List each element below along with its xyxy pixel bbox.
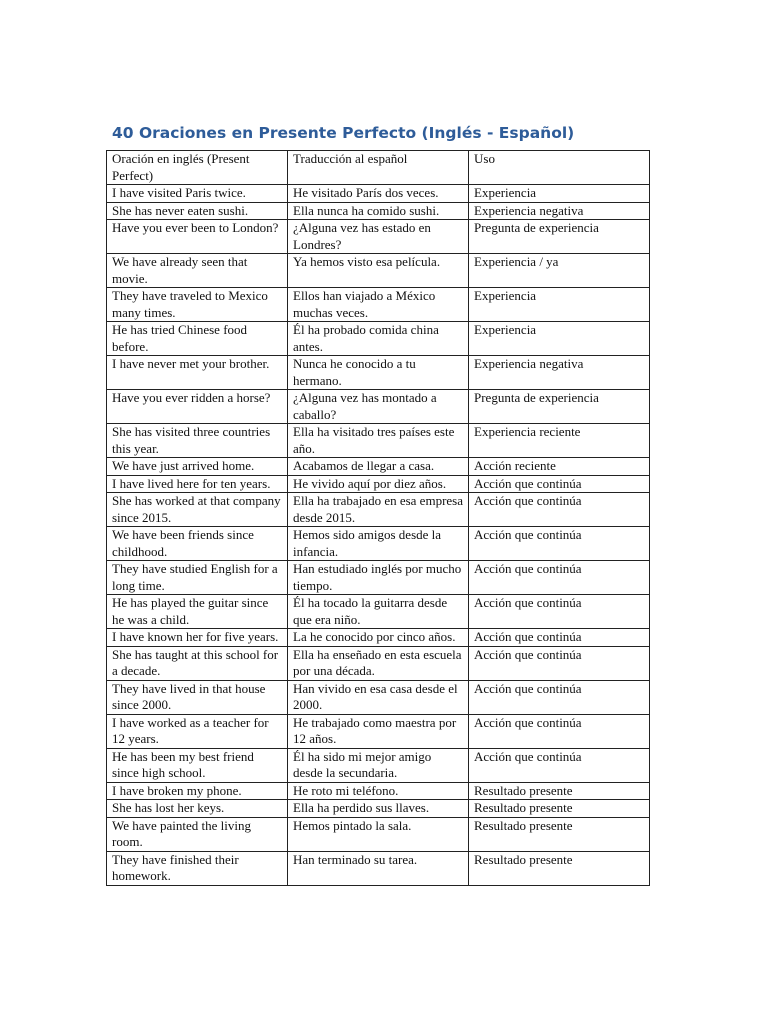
table-row: [107, 475, 650, 493]
spanish-cell: Han terminado su tarea.: [288, 851, 469, 885]
table-row: [107, 782, 650, 800]
usage-cell: Acción que continúa: [469, 475, 650, 493]
spanish-cell: Él ha tocado la guitarra desde que era niño.: [288, 595, 469, 629]
usage-cell: Resultado presente: [469, 817, 650, 851]
table-row: [107, 254, 650, 288]
table-row: [107, 561, 650, 595]
table-row: [107, 680, 650, 714]
english-cell: I have known her for five years.: [107, 629, 288, 647]
table-row: [107, 424, 650, 458]
usage-cell: Acción reciente: [469, 458, 650, 476]
english-cell: We have painted the living room.: [107, 817, 288, 851]
usage-cell: Pregunta de experiencia: [469, 220, 650, 254]
english-cell: We have already seen that movie.: [107, 254, 288, 288]
header-english: Oración en inglés (Present Perfect): [107, 151, 288, 185]
spanish-cell: Acabamos de llegar a casa.: [288, 458, 469, 476]
spanish-cell: Han vivido en esa casa desde el 2000.: [288, 680, 469, 714]
spanish-cell: He trabajado como maestra por 12 años.: [288, 714, 469, 748]
usage-cell: Acción que continúa: [469, 680, 650, 714]
table-body: [107, 151, 650, 886]
english-cell: We have just arrived home.: [107, 458, 288, 476]
table-row: [107, 646, 650, 680]
table-row: [107, 714, 650, 748]
english-cell: They have finished their homework.: [107, 851, 288, 885]
table-row: [107, 629, 650, 647]
usage-cell: Experiencia: [469, 322, 650, 356]
english-cell: I have broken my phone.: [107, 782, 288, 800]
english-cell: I have visited Paris twice.: [107, 185, 288, 203]
table-row: [107, 322, 650, 356]
english-cell: Have you ever been to London?: [107, 220, 288, 254]
usage-cell: Pregunta de experiencia: [469, 390, 650, 424]
table-row: [107, 493, 650, 527]
spanish-cell: ¿Alguna vez has estado en Londres?: [288, 220, 469, 254]
usage-cell: Acción que continúa: [469, 714, 650, 748]
spanish-cell: Ellos han viajado a México muchas veces.: [288, 288, 469, 322]
usage-cell: Experiencia negativa: [469, 356, 650, 390]
spanish-cell: He roto mi teléfono.: [288, 782, 469, 800]
english-cell: She has lost her keys.: [107, 800, 288, 818]
spanish-cell: Hemos pintado la sala.: [288, 817, 469, 851]
english-cell: I have lived here for ten years.: [107, 475, 288, 493]
usage-cell: Experiencia: [469, 288, 650, 322]
english-cell: Have you ever ridden a horse?: [107, 390, 288, 424]
table-row: [107, 220, 650, 254]
usage-cell: Acción que continúa: [469, 493, 650, 527]
spanish-cell: ¿Alguna vez has montado a caballo?: [288, 390, 469, 424]
english-cell: We have been friends since childhood.: [107, 527, 288, 561]
header-usage: Uso: [469, 151, 650, 185]
spanish-cell: Ya hemos visto esa película.: [288, 254, 469, 288]
spanish-cell: Él ha sido mi mejor amigo desde la secundaria.: [288, 748, 469, 782]
english-cell: They have lived in that house since 2000.: [107, 680, 288, 714]
usage-cell: Experiencia reciente: [469, 424, 650, 458]
spanish-cell: Nunca he conocido a tu hermano.: [288, 356, 469, 390]
usage-cell: Acción que continúa: [469, 595, 650, 629]
english-cell: She has worked at that company since 2015.: [107, 493, 288, 527]
table-row: [107, 288, 650, 322]
english-cell: She has never eaten sushi.: [107, 202, 288, 220]
english-cell: He has tried Chinese food before.: [107, 322, 288, 356]
table-row: [107, 817, 650, 851]
english-cell: They have traveled to Mexico many times.: [107, 288, 288, 322]
table-row: [107, 185, 650, 203]
usage-cell: Resultado presente: [469, 851, 650, 885]
usage-cell: Acción que continúa: [469, 561, 650, 595]
english-cell: She has taught at this school for a decade.: [107, 646, 288, 680]
spanish-cell: Ella ha perdido sus llaves.: [288, 800, 469, 818]
usage-cell: Acción que continúa: [469, 646, 650, 680]
table-row: [107, 202, 650, 220]
spanish-cell: Ella ha visitado tres países este año.: [288, 424, 469, 458]
spanish-cell: Hemos sido amigos desde la infancia.: [288, 527, 469, 561]
table-row: [107, 748, 650, 782]
usage-cell: Acción que continúa: [469, 629, 650, 647]
table-row: [107, 595, 650, 629]
usage-cell: Resultado presente: [469, 782, 650, 800]
table-header-row: [107, 151, 650, 185]
spanish-cell: La he conocido por cinco años.: [288, 629, 469, 647]
usage-cell: Experiencia / ya: [469, 254, 650, 288]
usage-cell: Experiencia negativa: [469, 202, 650, 220]
table-row: [107, 851, 650, 885]
spanish-cell: Ella ha enseñado en esta escuela por una década.: [288, 646, 469, 680]
spanish-cell: Ella ha trabajado en esa empresa desde 2015.: [288, 493, 469, 527]
spanish-cell: Han estudiado inglés por mucho tiempo.: [288, 561, 469, 595]
english-cell: I have never met your brother.: [107, 356, 288, 390]
spanish-cell: He vivido aquí por diez años.: [288, 475, 469, 493]
usage-cell: Acción que continúa: [469, 748, 650, 782]
usage-cell: Experiencia: [469, 185, 650, 203]
table-row: [107, 800, 650, 818]
table-row: [107, 458, 650, 476]
table-row: [107, 527, 650, 561]
english-cell: He has been my best friend since high school.: [107, 748, 288, 782]
header-spanish: Traducción al español: [288, 151, 469, 185]
table-row: [107, 390, 650, 424]
table-row: [107, 356, 650, 390]
english-cell: She has visited three countries this year.: [107, 424, 288, 458]
english-cell: He has played the guitar since he was a child.: [107, 595, 288, 629]
english-cell: I have worked as a teacher for 12 years.: [107, 714, 288, 748]
usage-cell: Resultado presente: [469, 800, 650, 818]
spanish-cell: He visitado París dos veces.: [288, 185, 469, 203]
sentences-table: [106, 150, 650, 886]
spanish-cell: Ella nunca ha comido sushi.: [288, 202, 469, 220]
usage-cell: Acción que continúa: [469, 527, 650, 561]
document-title: 40 Oraciones en Presente Perfecto (Inglés - Español): [112, 124, 575, 142]
spanish-cell: Él ha probado comida china antes.: [288, 322, 469, 356]
english-cell: They have studied English for a long time.: [107, 561, 288, 595]
